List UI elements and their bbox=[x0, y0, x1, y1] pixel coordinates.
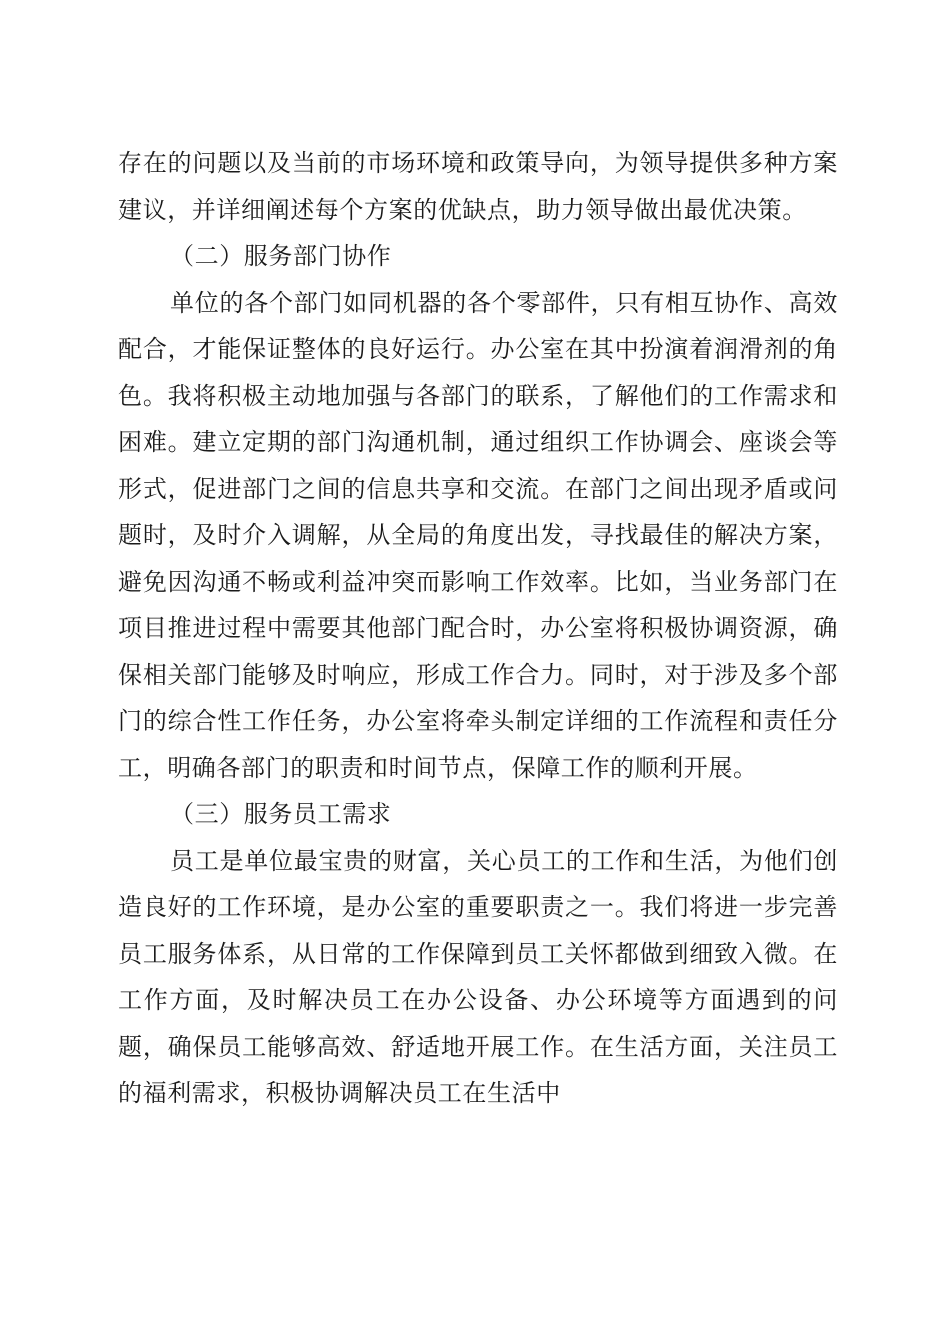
section-paragraph-department-collaboration: 单位的各个部门如同机器的各个零部件，只有相互协作、高效配合，才能保证整体的良好运行。办公室在其中扮演着润滑剂的角色。我将积极主动地加强与各部门的联系，了解他们的工作需求和困难。建立定期的部门沟通机制，通过组织工作协调会、座谈会等形式，促进部门之间的信息共享和交流。在部门之间出现矛盾或问题时，及时介入调解，从全局的角度出发，寻找最佳的解决方案，避免因沟通不畅或利益冲突而影响工作效率。比如，当业务部门在项目推进过程中需要其他部门配合时，办公室将积极协调资源，确保相关部门能够及时响应，形成工作合力。同时，对于涉及多个部门的综合性工作任务，办公室将牵头制定详细的工作流程和责任分工，明确各部门的职责和时间节点，保障工作的顺利开展。 bbox=[118, 288, 838, 782]
section-heading-service-department-collaboration: （二）服务部门协作 bbox=[170, 242, 392, 270]
section-paragraph-employee-needs: 员工是单位最宝贵的财富，关心员工的工作和生活，为他们创造良好的工作环境，是办公室的重要职责之一。我们将进一步完善员工服务体系，从日常的工作保障到员工关怀都做到细致入微。在工作方面，及时解决员工在办公设备、办公环境等方面遇到的问题，确保员工能够高效、舒适地开展工作。在生活方面，关注员工的福利需求，积极协调解决员工在生活中 bbox=[118, 846, 838, 1107]
document-body bbox=[118, 140, 838, 1117]
continuation-paragraph: 存在的问题以及当前的市场环境和政策导向，为领导提供多种方案建议，并详细阐述每个方案的优缺点，助力领导做出最优决策。 bbox=[118, 149, 838, 224]
section-heading-service-employee-needs: （三）服务员工需求 bbox=[170, 800, 392, 828]
